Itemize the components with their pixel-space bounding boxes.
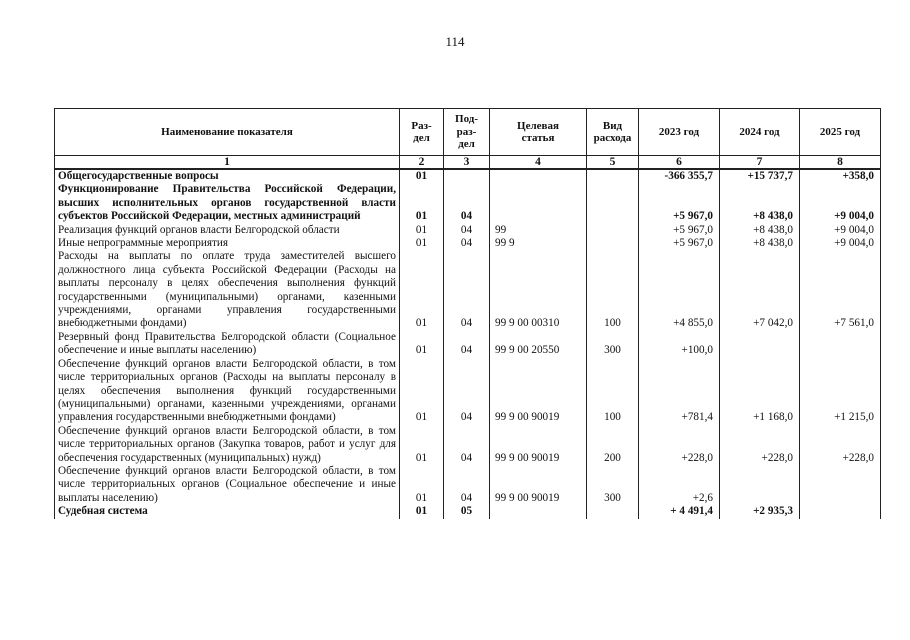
header-2024: 2024 год: [720, 109, 800, 156]
cell-2024: +2 935,3: [720, 505, 800, 518]
cell-2023: +781,4: [639, 358, 720, 425]
cell-name: Обеспечение функций органов власти Белгородской области, в том числе территориальных органов (Расходы на выплаты персоналу в целях обеспечения выполнения функций государственными (муниципальными) органами, казенными учреждениями, органами управления государственными внебюджетными фондами): [55, 358, 400, 425]
cell-2024: +8 438,0: [720, 237, 800, 250]
cell-razdel: 01: [400, 465, 444, 505]
table-row: [55, 183, 881, 223]
cell-podrazdel: 04: [444, 237, 490, 250]
table-row: [55, 425, 881, 465]
cell-2023: +100,0: [639, 331, 720, 358]
cell-podrazdel: 04: [444, 465, 490, 505]
cell-razdel: 01: [400, 250, 444, 330]
cell-2024: +15 737,7: [720, 169, 800, 183]
cell-2023: +5 967,0: [639, 224, 720, 237]
column-number: 5: [587, 156, 639, 170]
cell-podrazdel: 04: [444, 331, 490, 358]
cell-statya: 99 9 00 90019: [490, 358, 587, 425]
cell-2023: +4 855,0: [639, 250, 720, 330]
header-vid: Вид расхода: [587, 109, 639, 156]
cell-razdel: 01: [400, 505, 444, 518]
cell-2025: +228,0: [800, 425, 881, 465]
cell-2023: +5 967,0: [639, 237, 720, 250]
table-row: [55, 358, 881, 425]
cell-2024: +8 438,0: [720, 224, 800, 237]
cell-vid: 200: [587, 425, 639, 465]
cell-razdel: 01: [400, 183, 444, 223]
cell-razdel: 01: [400, 331, 444, 358]
cell-statya: [490, 505, 587, 518]
header-2023: 2023 год: [639, 109, 720, 156]
table-row: [55, 237, 881, 250]
cell-statya: 99 9: [490, 237, 587, 250]
cell-2023: + 4 491,4: [639, 505, 720, 518]
cell-podrazdel: [444, 169, 490, 183]
cell-razdel: 01: [400, 425, 444, 465]
page-number: 114: [445, 34, 465, 49]
table-row: [55, 331, 881, 358]
cell-2024: +8 438,0: [720, 183, 800, 223]
cell-name: Резервный фонд Правительства Белгородской области (Социальное обеспечение и иные выплаты населению): [55, 331, 400, 358]
column-number: 6: [639, 156, 720, 170]
cell-vid: [587, 169, 639, 183]
cell-razdel: 01: [400, 224, 444, 237]
header-statya: Целевая статья: [490, 109, 587, 156]
column-number: 7: [720, 156, 800, 170]
cell-name: Реализация функций органов власти Белгородской области: [55, 224, 400, 237]
cell-statya: 99: [490, 224, 587, 237]
header-razdel: Раз- дел: [400, 109, 444, 156]
cell-statya: 99 9 00 20550: [490, 331, 587, 358]
cell-vid: [587, 224, 639, 237]
cell-2023: +228,0: [639, 425, 720, 465]
cell-name: Обеспечение функций органов власти Белгородской области, в том числе территориальных органов (Социальное обеспечение и иные выплаты населению): [55, 465, 400, 505]
table-row: [55, 224, 881, 237]
cell-statya: 99 9 00 90019: [490, 425, 587, 465]
cell-podrazdel: 04: [444, 250, 490, 330]
cell-podrazdel: 04: [444, 425, 490, 465]
cell-podrazdel: 05: [444, 505, 490, 518]
cell-razdel: 01: [400, 237, 444, 250]
cell-2024: +1 168,0: [720, 358, 800, 425]
column-number-row: [55, 156, 881, 170]
table-row: [55, 250, 881, 330]
cell-2025: [800, 465, 881, 505]
cell-2023: -366 355,7: [639, 169, 720, 183]
cell-2023: +5 967,0: [639, 183, 720, 223]
header-podrazdel: Под- раз- дел: [444, 109, 490, 156]
cell-2024: +7 042,0: [720, 250, 800, 330]
cell-2025: +358,0: [800, 169, 881, 183]
budget-table: [54, 108, 881, 519]
column-number: 8: [800, 156, 881, 170]
cell-statya: 99 9 00 00310: [490, 250, 587, 330]
cell-razdel: 01: [400, 358, 444, 425]
cell-2024: +228,0: [720, 425, 800, 465]
cell-statya: [490, 183, 587, 223]
cell-statya: 99 9 00 90019: [490, 465, 587, 505]
header-name: Наименование показателя: [55, 109, 400, 156]
column-number: 2: [400, 156, 444, 170]
header-row: [55, 109, 881, 156]
cell-name: Функционирование Правительства Российской Федерации, высших исполнительных органов государственной власти субъектов Российской Федерации, местных администраций: [55, 183, 400, 223]
cell-2025: +7 561,0: [800, 250, 881, 330]
cell-vid: 300: [587, 331, 639, 358]
cell-vid: 300: [587, 465, 639, 505]
table-row: [55, 169, 881, 183]
cell-razdel: 01: [400, 169, 444, 183]
column-number: 3: [444, 156, 490, 170]
cell-vid: 100: [587, 250, 639, 330]
cell-name: Расходы на выплаты по оплате труда заместителей высшего должностного лица субъекта Российской Федерации (Расходы на выплаты персоналу в целях обеспечения выполнения функций государственными (муниципальными) органами, казенными учреждениями, органами управления государственными внебюджетными фондами): [55, 250, 400, 330]
cell-name: Общегосударственные вопросы: [55, 169, 400, 183]
cell-name: Судебная система: [55, 505, 400, 518]
column-number: 4: [490, 156, 587, 170]
cell-name: Обеспечение функций органов власти Белгородской области, в том числе территориальных органов (Закупка товаров, работ и услуг для обеспечения государственных (муниципальных) нужд): [55, 425, 400, 465]
cell-podrazdel: 04: [444, 224, 490, 237]
cell-2025: +9 004,0: [800, 224, 881, 237]
cell-2025: +9 004,0: [800, 237, 881, 250]
cell-statya: [490, 169, 587, 183]
cell-name: Иные непрограммные мероприятия: [55, 237, 400, 250]
cell-vid: [587, 237, 639, 250]
cell-2025: +1 215,0: [800, 358, 881, 425]
table-row: [55, 465, 881, 505]
column-number: 1: [55, 156, 400, 170]
header-2025: 2025 год: [800, 109, 881, 156]
cell-podrazdel: 04: [444, 358, 490, 425]
cell-2024: [720, 465, 800, 505]
cell-2025: +9 004,0: [800, 183, 881, 223]
cell-2023: +2,6: [639, 465, 720, 505]
cell-vid: [587, 505, 639, 518]
cell-podrazdel: 04: [444, 183, 490, 223]
cell-2025: [800, 505, 881, 518]
cell-2025: [800, 331, 881, 358]
cell-2024: [720, 331, 800, 358]
table-body: [55, 169, 881, 519]
cell-vid: 100: [587, 358, 639, 425]
cell-vid: [587, 183, 639, 223]
table-row: [55, 505, 881, 518]
budget-table-container: [54, 108, 880, 519]
